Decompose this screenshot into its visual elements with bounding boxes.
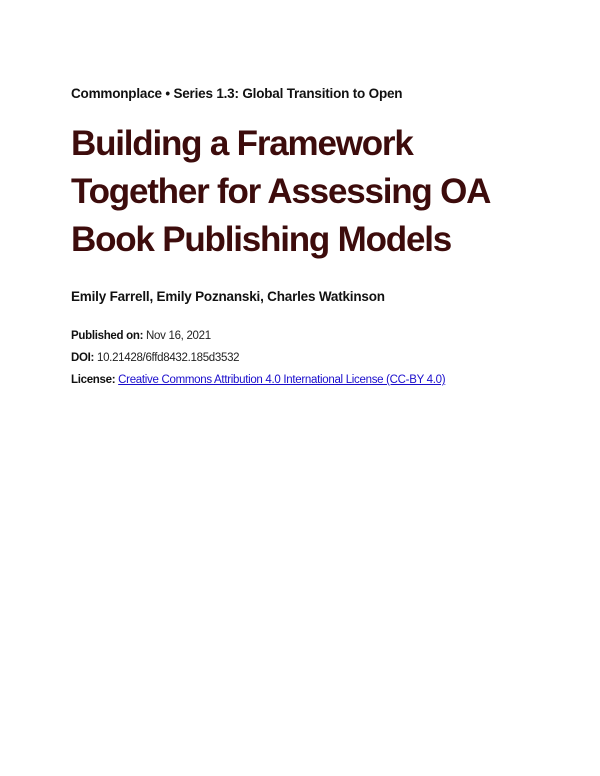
doi-value: 10.21428/6ffd8432.185d3532 <box>96 352 240 364</box>
page-title: Building a Framework Together for Assessing OA Book Publishing Models <box>71 124 489 259</box>
published-label: Published on: <box>71 330 144 342</box>
series-line: Commonplace • Series 1.3: Global Transition to Open <box>71 86 403 101</box>
doi-row <box>71 352 541 364</box>
license-link[interactable]: Creative Commons Attribution 4.0 International License (CC-BY 4.0) <box>118 374 446 386</box>
published-date-row <box>71 330 541 342</box>
license-label: License: <box>71 374 116 386</box>
published-value: Nov 16, 2021 <box>146 330 211 342</box>
doi-label: DOI: <box>71 352 95 364</box>
author-list: Emily Farrell, Emily Poznanski, Charles Watkinson <box>71 289 385 304</box>
license-row <box>71 374 541 386</box>
